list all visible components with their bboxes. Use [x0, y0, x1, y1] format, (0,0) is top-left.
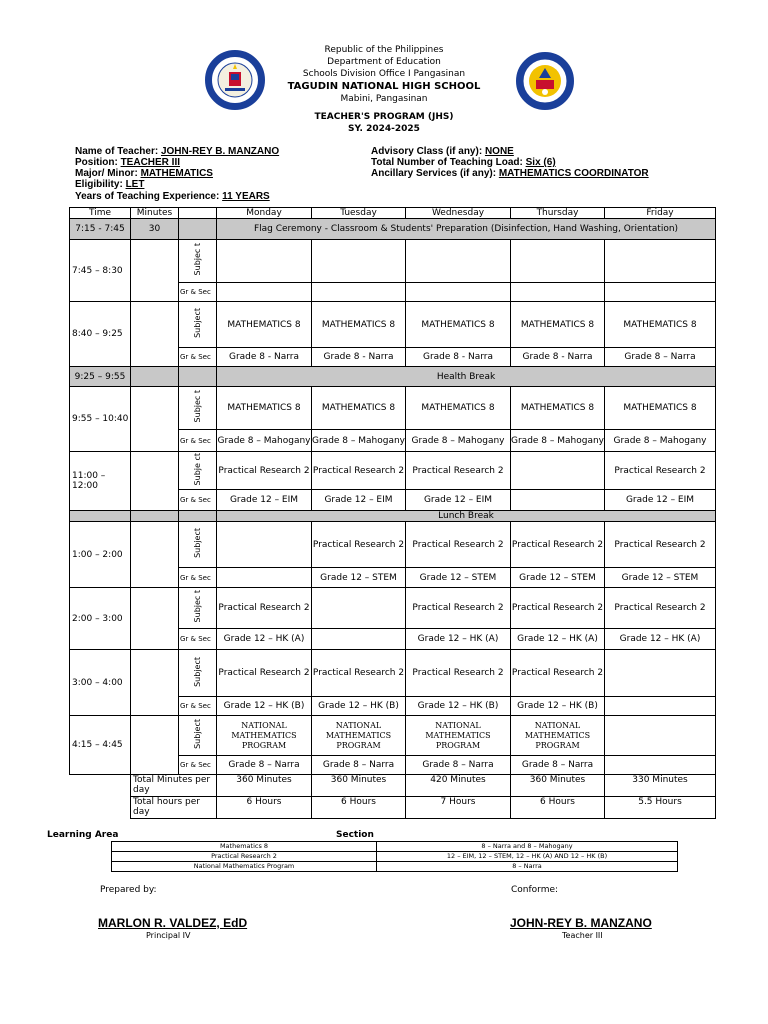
- position-value: TEACHER III: [120, 157, 181, 168]
- slot8-subject-row: [70, 716, 716, 756]
- slot3-subject-label: Subjec t: [179, 387, 217, 430]
- header-thursday: Thursday: [511, 208, 605, 219]
- total-minutes-label: Total Minutes per day: [131, 775, 217, 797]
- slot6-subject-label: Subjec t: [179, 588, 217, 629]
- header-minutes: Minutes: [131, 208, 179, 219]
- slot6-wed-section: Grade 12 – HK (A): [406, 629, 511, 650]
- learning-area-section: 8 – Narra: [377, 862, 678, 872]
- slot4-fri-subject: Practical Research 2: [605, 452, 716, 490]
- slot7-mon-subject: Practical Research 2: [217, 650, 312, 697]
- learning-area-table: [111, 841, 678, 872]
- ancillary-row: [371, 168, 649, 180]
- slot7-minutes: [131, 650, 179, 716]
- slot7-fri-section: [605, 697, 716, 716]
- slot1-minutes: [131, 240, 179, 302]
- slot2-tue-subject: MATHEMATICS 8: [312, 302, 406, 348]
- slot1-tue-subject: [312, 240, 406, 283]
- header-monday: Monday: [217, 208, 312, 219]
- slot4-subject-label: Subje ct: [179, 452, 217, 490]
- teacher-name-value: JOHN-REY B. MANZANO: [160, 146, 280, 157]
- slot7-thu-subject: Practical Research 2: [511, 650, 605, 697]
- principal-signature-name: MARLON R. VALDEZ, EdD: [98, 916, 248, 930]
- total-hours-blank: [70, 797, 131, 819]
- slot8-wed-section: Grade 8 – Narra: [406, 756, 511, 775]
- learning-area-section: 8 – Narra and 8 – Mahogany: [377, 842, 678, 852]
- total-hours-tue: 6 Hours: [312, 797, 406, 819]
- slot6-thu-subject: Practical Research 2: [511, 588, 605, 629]
- slot4-wed-subject: Practical Research 2: [406, 452, 511, 490]
- section-label: Section: [336, 830, 374, 840]
- conforme-label: Conforme:: [511, 885, 559, 895]
- slot4-thu-section: [511, 490, 605, 511]
- slot3-wed-subject: MATHEMATICS 8: [406, 387, 511, 430]
- header-blank: [179, 208, 217, 219]
- learning-area-name: Mathematics 8: [112, 842, 377, 852]
- slot1-grsec-label: Gr & Sec: [179, 283, 217, 302]
- slot6-grsec-label: Gr & Sec: [179, 629, 217, 650]
- slot5-thu-subject: Practical Research 2: [511, 522, 605, 568]
- slot2-minutes: [131, 302, 179, 367]
- slot4-fri-section: Grade 12 – EIM: [605, 490, 716, 511]
- total-minutes-mon: 360 Minutes: [217, 775, 312, 797]
- slot1-subject-label: Subjec t: [179, 240, 217, 283]
- slot4-wed-section: Grade 12 – EIM: [406, 490, 511, 511]
- slot1-thu-subject: [511, 240, 605, 283]
- position-label: Position:: [75, 157, 118, 168]
- slot8-subject-label: Subject: [179, 716, 217, 756]
- slot5-mon-subject: [217, 522, 312, 568]
- slot4-grsec-label: Gr & Sec: [179, 490, 217, 511]
- lunch-blank: [179, 511, 217, 522]
- slot4-tue-subject: Practical Research 2: [312, 452, 406, 490]
- health-break-row: [70, 367, 716, 387]
- slot8-mon-subject: NATIONAL MATHEMATICS PROGRAM: [217, 716, 312, 756]
- slot3-thu-subject: MATHEMATICS 8: [511, 387, 605, 430]
- slot1-time: 7:45 – 8:30: [70, 240, 131, 302]
- slot7-grsec-label: Gr & Sec: [179, 697, 217, 716]
- slot5-time: 1:00 – 2:00: [70, 522, 131, 588]
- teacher-title: Teacher III: [562, 931, 603, 940]
- slot8-tue-section: Grade 8 – Narra: [312, 756, 406, 775]
- prepared-by-label: Prepared by:: [100, 885, 157, 895]
- school-year: SY. 2024-2025: [348, 124, 420, 134]
- total-minutes-blank: [70, 775, 131, 797]
- slot5-fri-subject: Practical Research 2: [605, 522, 716, 568]
- break1-minutes: [131, 367, 179, 387]
- program-title: TEACHER'S PROGRAM (JHS): [314, 112, 454, 122]
- slot2-mon-section: Grade 8 - Narra: [217, 348, 312, 367]
- schedule-table: [69, 207, 716, 819]
- flag-blank: [179, 219, 217, 240]
- header-friday: Friday: [605, 208, 716, 219]
- slot3-time: 9:55 – 10:40: [70, 387, 131, 452]
- slot8-wed-subject: NATIONAL MATHEMATICS PROGRAM: [406, 716, 511, 756]
- slot2-subject-label: Subject: [179, 302, 217, 348]
- total-minutes-tue: 360 Minutes: [312, 775, 406, 797]
- header-republic: Republic of the Philippines: [324, 45, 444, 55]
- slot4-time: 11:00 – 12:00: [70, 452, 131, 511]
- slot7-fri-subject: [605, 650, 716, 697]
- slot4-thu-subject: [511, 452, 605, 490]
- major-label: Major/ Minor:: [75, 168, 138, 179]
- slot3-wed-section: Grade 8 – Mahogany: [406, 430, 511, 452]
- slot1-mon-subject: [217, 240, 312, 283]
- experience-value: 11 YEARS: [222, 191, 270, 202]
- slot4-subject-row: [70, 452, 716, 490]
- slot1-wed-section: [406, 283, 511, 302]
- learning-area-row: [112, 852, 678, 862]
- total-hours-fri: 5.5 Hours: [605, 797, 716, 819]
- slot1-fri-section: [605, 283, 716, 302]
- principal-title: Principal IV: [146, 931, 191, 940]
- slot8-fri-subject: [605, 716, 716, 756]
- slot1-thu-section: [511, 283, 605, 302]
- total-minutes-wed: 420 Minutes: [406, 775, 511, 797]
- slot7-time: 3:00 – 4:00: [70, 650, 131, 716]
- table-header-row: [70, 208, 716, 219]
- learning-area-section: 12 – EIM, 12 – STEM, 12 – HK (A) AND 12 – HK (B): [377, 852, 678, 862]
- slot8-thu-subject: NATIONAL MATHEMATICS PROGRAM: [511, 716, 605, 756]
- slot5-thu-section: Grade 12 – STEM: [511, 568, 605, 588]
- slot8-minutes: [131, 716, 179, 775]
- slot7-mon-section: Grade 12 – HK (B): [217, 697, 312, 716]
- learning-area-name: National Mathematics Program: [112, 862, 377, 872]
- total-hours-thu: 6 Hours: [511, 797, 605, 819]
- slot6-time: 2:00 – 3:00: [70, 588, 131, 650]
- slot5-wed-subject: Practical Research 2: [406, 522, 511, 568]
- slot8-time: 4:15 – 4:45: [70, 716, 131, 775]
- slot4-mon-subject: Practical Research 2: [217, 452, 312, 490]
- slot5-fri-section: Grade 12 – STEM: [605, 568, 716, 588]
- flag-ceremony-row: [70, 219, 716, 240]
- slot6-thu-section: Grade 12 – HK (A): [511, 629, 605, 650]
- lunch-minutes: [131, 511, 179, 522]
- total-hours-label: Total hours per day: [131, 797, 217, 819]
- header-department: Department of Education: [327, 57, 441, 67]
- slot7-tue-subject: Practical Research 2: [312, 650, 406, 697]
- slot3-fri-subject: MATHEMATICS 8: [605, 387, 716, 430]
- slot6-mon-section: Grade 12 – HK (A): [217, 629, 312, 650]
- slot5-wed-section: Grade 12 – STEM: [406, 568, 511, 588]
- slot1-subject-row: [70, 240, 716, 283]
- total-minutes-thu: 360 Minutes: [511, 775, 605, 797]
- slot8-fri-section: [605, 756, 716, 775]
- slot2-wed-section: Grade 8 - Narra: [406, 348, 511, 367]
- slot4-tue-section: Grade 12 – EIM: [312, 490, 406, 511]
- learning-area-label: Learning Area: [47, 830, 119, 840]
- slot2-fri-section: Grade 8 – Narra: [605, 348, 716, 367]
- slot3-tue-subject: MATHEMATICS 8: [312, 387, 406, 430]
- flag-time: 7:15 - 7:45: [70, 219, 131, 240]
- school-name: TAGUDIN NATIONAL HIGH SCHOOL: [287, 81, 481, 92]
- slot3-mon-subject: MATHEMATICS 8: [217, 387, 312, 430]
- slot5-subject-row: [70, 522, 716, 568]
- slot5-mon-section: [217, 568, 312, 588]
- slot8-tue-subject: NATIONAL MATHEMATICS PROGRAM: [312, 716, 406, 756]
- lunch-break-row: [70, 511, 716, 522]
- slot3-fri-section: Grade 8 – Mahogany: [605, 430, 716, 452]
- slot7-tue-section: Grade 12 – HK (B): [312, 697, 406, 716]
- slot6-mon-subject: Practical Research 2: [217, 588, 312, 629]
- advisory-label: Advisory Class (if any):: [371, 146, 483, 157]
- slot5-tue-section: Grade 12 – STEM: [312, 568, 406, 588]
- slot2-mon-subject: MATHEMATICS 8: [217, 302, 312, 348]
- slot1-wed-subject: [406, 240, 511, 283]
- learning-area-row: [112, 862, 678, 872]
- slot6-tue-section: [312, 629, 406, 650]
- slot6-fri-subject: Practical Research 2: [605, 588, 716, 629]
- slot3-mon-section: Grade 8 – Mahogany: [217, 430, 312, 452]
- experience-row: [75, 191, 270, 203]
- slot3-minutes: [131, 387, 179, 452]
- lunch-time: [70, 511, 131, 522]
- slot6-subject-row: [70, 588, 716, 629]
- slot2-thu-subject: MATHEMATICS 8: [511, 302, 605, 348]
- health-break-text: Health Break: [217, 367, 716, 387]
- slot7-thu-section: Grade 12 – HK (B): [511, 697, 605, 716]
- teaching-load-value: Six (6): [525, 157, 556, 168]
- slot5-minutes: [131, 522, 179, 588]
- slot2-grsec-label: Gr & Sec: [179, 348, 217, 367]
- slot8-thu-section: Grade 8 – Narra: [511, 756, 605, 775]
- eligibility-row: [75, 179, 144, 191]
- slot6-fri-section: Grade 12 – HK (A): [605, 629, 716, 650]
- slot7-wed-subject: Practical Research 2: [406, 650, 511, 697]
- slot3-subject-row: [70, 387, 716, 430]
- slot3-grsec-label: Gr & Sec: [179, 430, 217, 452]
- slot2-tue-section: Grade 8 - Narra: [312, 348, 406, 367]
- eligibility-label: Eligibility:: [75, 179, 123, 190]
- slot2-fri-subject: MATHEMATICS 8: [605, 302, 716, 348]
- slot8-mon-section: Grade 8 – Narra: [217, 756, 312, 775]
- lunch-break-text: Lunch Break: [217, 511, 716, 522]
- break1-time: 9:25 – 9:55: [70, 367, 131, 387]
- slot5-grsec-label: Gr & Sec: [179, 568, 217, 588]
- teacher-name-label: Name of Teacher:: [75, 146, 159, 157]
- header-tuesday: Tuesday: [312, 208, 406, 219]
- slot6-minutes: [131, 588, 179, 650]
- total-hours-wed: 7 Hours: [406, 797, 511, 819]
- slot4-mon-section: Grade 12 – EIM: [217, 490, 312, 511]
- slot1-fri-subject: [605, 240, 716, 283]
- slot8-grsec-label: Gr & Sec: [179, 756, 217, 775]
- slot2-thu-section: Grade 8 - Narra: [511, 348, 605, 367]
- slot2-subject-row: [70, 302, 716, 348]
- slot5-tue-subject: Practical Research 2: [312, 522, 406, 568]
- header-division: Schools Division Office I Pangasinan: [302, 69, 466, 79]
- slot1-tue-section: [312, 283, 406, 302]
- slot2-time: 8:40 – 9:25: [70, 302, 131, 367]
- total-hours-row: [70, 797, 716, 819]
- total-hours-mon: 6 Hours: [217, 797, 312, 819]
- teacher-signature-name: JOHN-REY B. MANZANO: [510, 916, 652, 930]
- flag-minutes: 30: [131, 219, 179, 240]
- ancillary-label: Ancillary Services (if any):: [371, 168, 497, 179]
- learning-area-name: Practical Research 2: [112, 852, 377, 862]
- break1-blank: [179, 367, 217, 387]
- slot6-wed-subject: Practical Research 2: [406, 588, 511, 629]
- slot7-subject-row: [70, 650, 716, 697]
- flag-ceremony-text: Flag Ceremony - Classroom & Students' Preparation (Disinfection, Hand Washing, Orientation): [217, 219, 716, 240]
- header-wednesday: Wednesday: [406, 208, 511, 219]
- ancillary-value: MATHEMATICS COORDINATOR: [498, 168, 649, 179]
- slot5-subject-label: Subject: [179, 522, 217, 568]
- slot7-subject-label: Subject: [179, 650, 217, 697]
- slot3-thu-section: Grade 8 – Mahogany: [511, 430, 605, 452]
- teaching-load-label: Total Number of Teaching Load:: [371, 157, 523, 168]
- major-value: MATHEMATICS: [140, 168, 213, 179]
- slot7-wed-section: Grade 12 – HK (B): [406, 697, 511, 716]
- slot6-tue-subject: [312, 588, 406, 629]
- slot3-tue-section: Grade 8 – Mahogany: [312, 430, 406, 452]
- advisory-value: NONE: [484, 146, 514, 157]
- slot4-minutes: [131, 452, 179, 511]
- slot2-wed-subject: MATHEMATICS 8: [406, 302, 511, 348]
- slot1-mon-section: [217, 283, 312, 302]
- school-location: Mabini, Pangasinan: [340, 94, 428, 104]
- experience-label: Years of Teaching Experience:: [75, 191, 220, 202]
- total-minutes-fri: 330 Minutes: [605, 775, 716, 797]
- total-minutes-row: [70, 775, 716, 797]
- header-time: Time: [70, 208, 131, 219]
- learning-area-row: [112, 842, 678, 852]
- eligibility-value: LET: [125, 179, 145, 190]
